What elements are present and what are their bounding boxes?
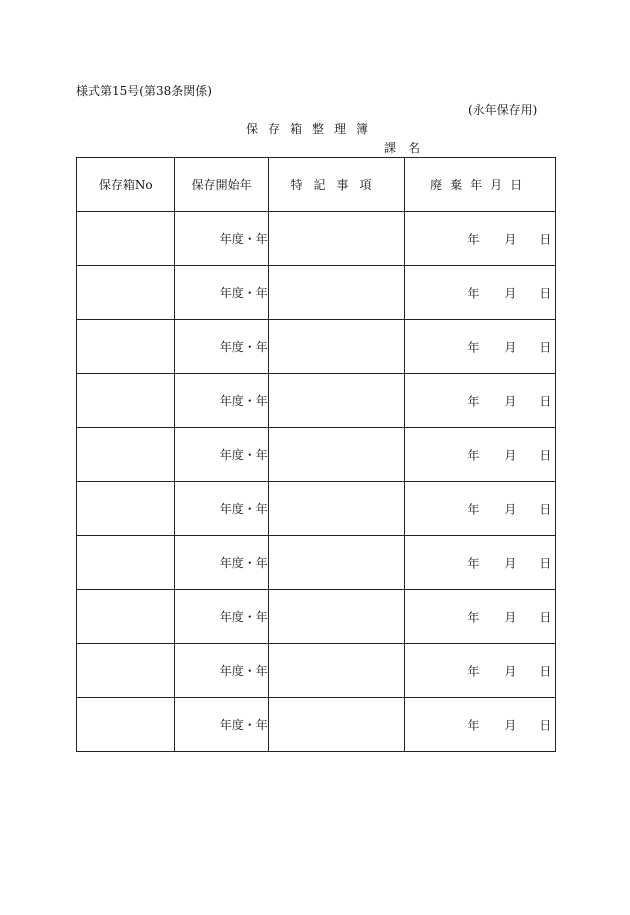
start-year-cell[interactable]: 年度・年	[175, 428, 268, 482]
date-year-label: 年	[467, 502, 480, 516]
date-day-label: 日	[539, 340, 552, 354]
table-row	[77, 536, 556, 590]
table-row	[77, 590, 556, 644]
start-year-cell[interactable]: 年度・年	[175, 374, 268, 428]
table-body	[77, 212, 556, 752]
date-month-label: 月	[504, 610, 517, 624]
date-month-label: 月	[504, 286, 517, 300]
remarks-cell[interactable]	[268, 428, 405, 482]
storage-box-register-table	[76, 157, 556, 752]
remarks-cell[interactable]	[268, 482, 405, 536]
start-year-cell[interactable]: 年度・年	[175, 590, 268, 644]
remarks-cell[interactable]	[268, 698, 405, 752]
start-year-cell[interactable]: 年度・年	[175, 644, 268, 698]
table-header-row	[77, 158, 556, 212]
date-day-label: 日	[539, 448, 552, 462]
date-day-label: 日	[539, 286, 552, 300]
date-day-label: 日	[539, 502, 552, 516]
section-name-label: 課名	[384, 141, 433, 155]
date-year-label: 年	[467, 610, 480, 624]
date-day-label: 日	[539, 610, 552, 624]
table-row	[77, 698, 556, 752]
box-no-cell[interactable]	[77, 266, 175, 320]
table-row	[77, 482, 556, 536]
disposal-date-cell[interactable]	[405, 590, 556, 644]
date-month-label: 月	[504, 664, 517, 678]
start-year-cell[interactable]: 年度・年	[175, 266, 268, 320]
remarks-cell[interactable]	[268, 536, 405, 590]
remarks-cell[interactable]	[268, 644, 405, 698]
date-year-label: 年	[467, 556, 480, 570]
date-day-label: 日	[539, 664, 552, 678]
disposal-date-cell[interactable]	[405, 698, 556, 752]
form-number: 様式第15号(第38条関係)	[76, 84, 212, 98]
box-no-cell[interactable]	[77, 698, 175, 752]
date-month-label: 月	[504, 502, 517, 516]
disposal-date-cell[interactable]	[405, 482, 556, 536]
start-year-cell[interactable]: 年度・年	[175, 536, 268, 590]
date-year-label: 年	[467, 718, 480, 732]
disposal-date-cell[interactable]	[405, 212, 556, 266]
date-month-label: 月	[504, 394, 517, 408]
date-year-label: 年	[467, 394, 480, 408]
date-month-label: 月	[504, 556, 517, 570]
table-row	[77, 266, 556, 320]
start-year-cell[interactable]: 年度・年	[175, 320, 268, 374]
column-header-box-no: 保存箱No	[77, 158, 175, 212]
date-year-label: 年	[467, 340, 480, 354]
date-day-label: 日	[539, 394, 552, 408]
date-month-label: 月	[504, 340, 517, 354]
disposal-date-cell[interactable]	[405, 374, 556, 428]
table-row	[77, 428, 556, 482]
start-year-cell[interactable]: 年度・年	[175, 212, 268, 266]
box-no-cell[interactable]	[77, 212, 175, 266]
disposal-date-cell[interactable]	[405, 536, 556, 590]
box-no-cell[interactable]	[77, 374, 175, 428]
remarks-cell[interactable]	[268, 266, 405, 320]
column-header-start-year: 保存開始年	[175, 158, 268, 212]
date-month-label: 月	[504, 448, 517, 462]
remarks-cell[interactable]	[268, 590, 405, 644]
date-month-label: 月	[504, 232, 517, 246]
column-header-remarks: 特記事項	[268, 158, 405, 212]
date-day-label: 日	[539, 232, 552, 246]
date-month-label: 月	[504, 718, 517, 732]
table-row	[77, 374, 556, 428]
remarks-cell[interactable]	[268, 212, 405, 266]
column-header-disposal-date: 廃棄年月日	[405, 158, 556, 212]
document-title: 保存箱整理簿	[246, 122, 379, 136]
table-row	[77, 320, 556, 374]
date-year-label: 年	[467, 448, 480, 462]
remarks-cell[interactable]	[268, 320, 405, 374]
remarks-cell[interactable]	[268, 374, 405, 428]
disposal-date-cell[interactable]	[405, 266, 556, 320]
box-no-cell[interactable]	[77, 482, 175, 536]
date-year-label: 年	[467, 232, 480, 246]
box-no-cell[interactable]	[77, 644, 175, 698]
disposal-date-cell[interactable]	[405, 644, 556, 698]
box-no-cell[interactable]	[77, 320, 175, 374]
start-year-cell[interactable]: 年度・年	[175, 482, 268, 536]
retention-note: (永年保存用)	[468, 103, 538, 117]
table-row	[77, 212, 556, 266]
date-year-label: 年	[467, 286, 480, 300]
date-day-label: 日	[539, 718, 552, 732]
table-row	[77, 644, 556, 698]
disposal-date-cell[interactable]	[405, 320, 556, 374]
start-year-cell[interactable]: 年度・年	[175, 698, 268, 752]
box-no-cell[interactable]	[77, 590, 175, 644]
disposal-date-cell[interactable]	[405, 428, 556, 482]
date-year-label: 年	[467, 664, 480, 678]
box-no-cell[interactable]	[77, 428, 175, 482]
date-day-label: 日	[539, 556, 552, 570]
box-no-cell[interactable]	[77, 536, 175, 590]
